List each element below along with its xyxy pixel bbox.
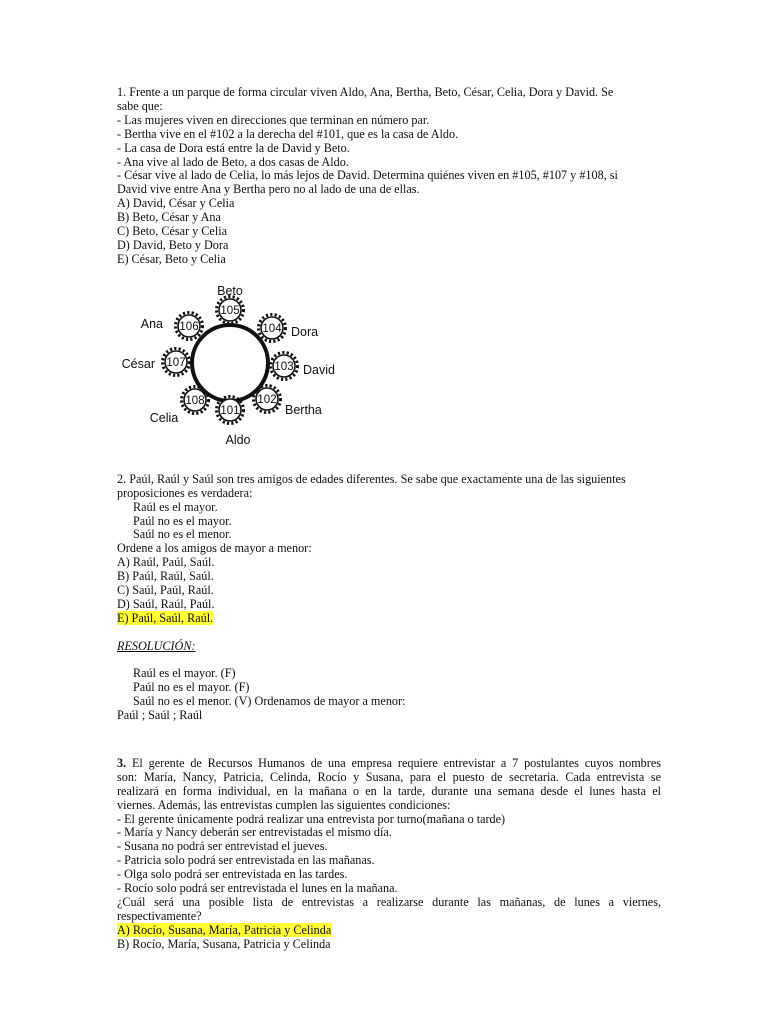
house-104	[259, 314, 319, 341]
problem-3-line: ¿Cuál será una posible lista de entrevistas a realizarse durante las mañanas, de lunes a viernes,	[117, 895, 661, 910]
problem-2-proposition: Saúl no es el menor.	[133, 527, 232, 542]
problem-3	[117, 757, 661, 952]
house-102	[254, 385, 322, 417]
problem-3-line: - Rocío solo podrá ser entrevistada el lunes en la mañana.	[117, 881, 398, 896]
house-number: 106	[179, 320, 199, 333]
problem-3-line: - El gerente únicamente podrá realizar una entrevista por turno(mañana o tarde)	[117, 811, 506, 826]
resolution-result: Paúl ; Saúl ; Raúl	[117, 708, 203, 723]
problem-1-line: - César vive al lado de Celia, lo más lejos de David. Determina quiénes viven en #105, #107 y #108, si	[117, 168, 618, 183]
problem-3-option: B) Rocío, María, Susana, Patricia y Celinda	[117, 936, 331, 951]
house-number: 102	[257, 393, 277, 406]
resident-name: César	[121, 356, 155, 371]
problem-2	[117, 473, 661, 723]
problem-2-option: B) Paúl, Raúl, Saúl.	[117, 569, 214, 584]
problem-1-line: 1. Frente a un parque de forma circular viven Aldo, Ana, Bertha, Beto, César, Celia, Dora y David. Se	[117, 85, 614, 99]
house-106	[141, 312, 203, 339]
resident-name: Beto	[217, 283, 243, 298]
problem-3-line: viernes. Además, las entrevistas cumplen las siguientes condiciones:	[117, 797, 451, 812]
problem-1-line: - Ana vive al lado de Beto, a dos casas de Aldo.	[117, 154, 349, 169]
house-number: 105	[220, 304, 240, 317]
problem-3-line: son: María, Nancy, Patricia, Celinda, Rocío y Susana, para el puesto de secretaria. Cada entrevista se	[117, 769, 661, 784]
problem-1-line: - La casa de Dora está entre la de David y Beto.	[117, 140, 350, 155]
problem-1-option: B) Beto, César y Ana	[117, 210, 221, 225]
problem-3-number: 3.	[117, 755, 127, 770]
problem-2-proposition: Raúl es el mayor.	[133, 499, 218, 514]
problem-2-answer-highlight: E) Paúl, Saúl, Raúl.	[117, 610, 214, 625]
problem-3-first-line: El gerente de Recursos Humanos de una empresa requiere entrevistar a 7 postulantes cuyos nombres	[126, 755, 661, 770]
problem-3-line: - Olga solo podrá ser entrevistada en las tardes.	[117, 867, 348, 882]
house-number: 103	[274, 360, 294, 373]
problem-1-option: A) David, César y Celia	[117, 196, 235, 211]
resolution-line: Saúl no es el menor. (V) Ordenamos de mayor a menor:	[133, 694, 406, 709]
house-101	[217, 396, 251, 447]
problem-1-option: D) David, Beto y Dora	[117, 237, 229, 252]
house-107	[122, 348, 190, 375]
problem-3-line: respectivamente?	[117, 908, 202, 923]
resident-name: Bertha	[285, 402, 322, 417]
resolution-line: Raúl es el mayor. (F)	[133, 666, 236, 681]
park-diagram-svg	[117, 281, 661, 451]
problem-1-option: E) César, Beto y Celia	[117, 251, 226, 266]
problem-3-answer-highlight: A) Rocío, Susana, María, Patricia y Celinda	[117, 922, 332, 937]
house-number: 108	[185, 394, 205, 407]
problem-1-line: sabe que:	[117, 98, 163, 113]
problem-3-line: - Susana no podrá ser entrevistad el jueves.	[117, 839, 328, 854]
problem-3-line: - Patricia solo podrá ser entrevistada en las mañanas.	[117, 853, 375, 868]
house-number: 104	[262, 322, 282, 335]
document-page	[117, 86, 661, 952]
problem-1-line: - Bertha vive en el #102 a la derecha del #101, que es la casa de Aldo.	[117, 126, 459, 141]
problem-2-option: D) Saúl, Raúl, Paúl.	[117, 596, 215, 611]
resident-name: David	[303, 362, 335, 377]
problem-2-question: Ordene a los amigos de mayor a menor:	[117, 541, 312, 556]
house-108	[150, 386, 209, 425]
resolution-line: Paúl no es el mayor. (F)	[133, 680, 250, 695]
circular-park-diagram	[117, 281, 661, 451]
resident-name: Dora	[291, 324, 319, 339]
resident-name: Ana	[140, 316, 163, 331]
problem-2-line: 2. Paúl, Raúl y Saúl son tres amigos de edades diferentes. Se sabe que exactamente una de las siguientes	[117, 471, 626, 486]
resident-name: Celia	[149, 410, 179, 425]
problem-1-line: David vive entre Ana y Bertha pero no al lado de una de ellas.	[117, 182, 420, 197]
problem-1	[117, 86, 661, 267]
problem-3-line: - María y Nancy deberán ser entrevistadas el mismo día.	[117, 825, 392, 840]
problem-2-line: proposiciones es verdadera:	[117, 485, 253, 500]
problem-3-line: realizará en forma individual, en la mañana o en la tarde, durante una semana desde el lunes hasta el	[117, 783, 661, 798]
problem-2-option: C) Saúl, Paúl, Raúl.	[117, 583, 214, 598]
problem-2-option: A) Raúl, Paúl, Saúl.	[117, 555, 215, 570]
house-number: 107	[166, 356, 186, 369]
house-105	[217, 284, 244, 324]
house-103	[271, 352, 336, 379]
problem-2-proposition: Paúl no es el mayor.	[133, 513, 232, 528]
problem-1-option: C) Beto, César y Celia	[117, 224, 228, 239]
resolution-title: RESOLUCIÓN:	[117, 638, 196, 653]
resident-name: Aldo	[225, 432, 251, 447]
house-number: 101	[220, 404, 240, 417]
problem-1-line: - Las mujeres viven en direcciones que terminan en número par.	[117, 112, 430, 127]
